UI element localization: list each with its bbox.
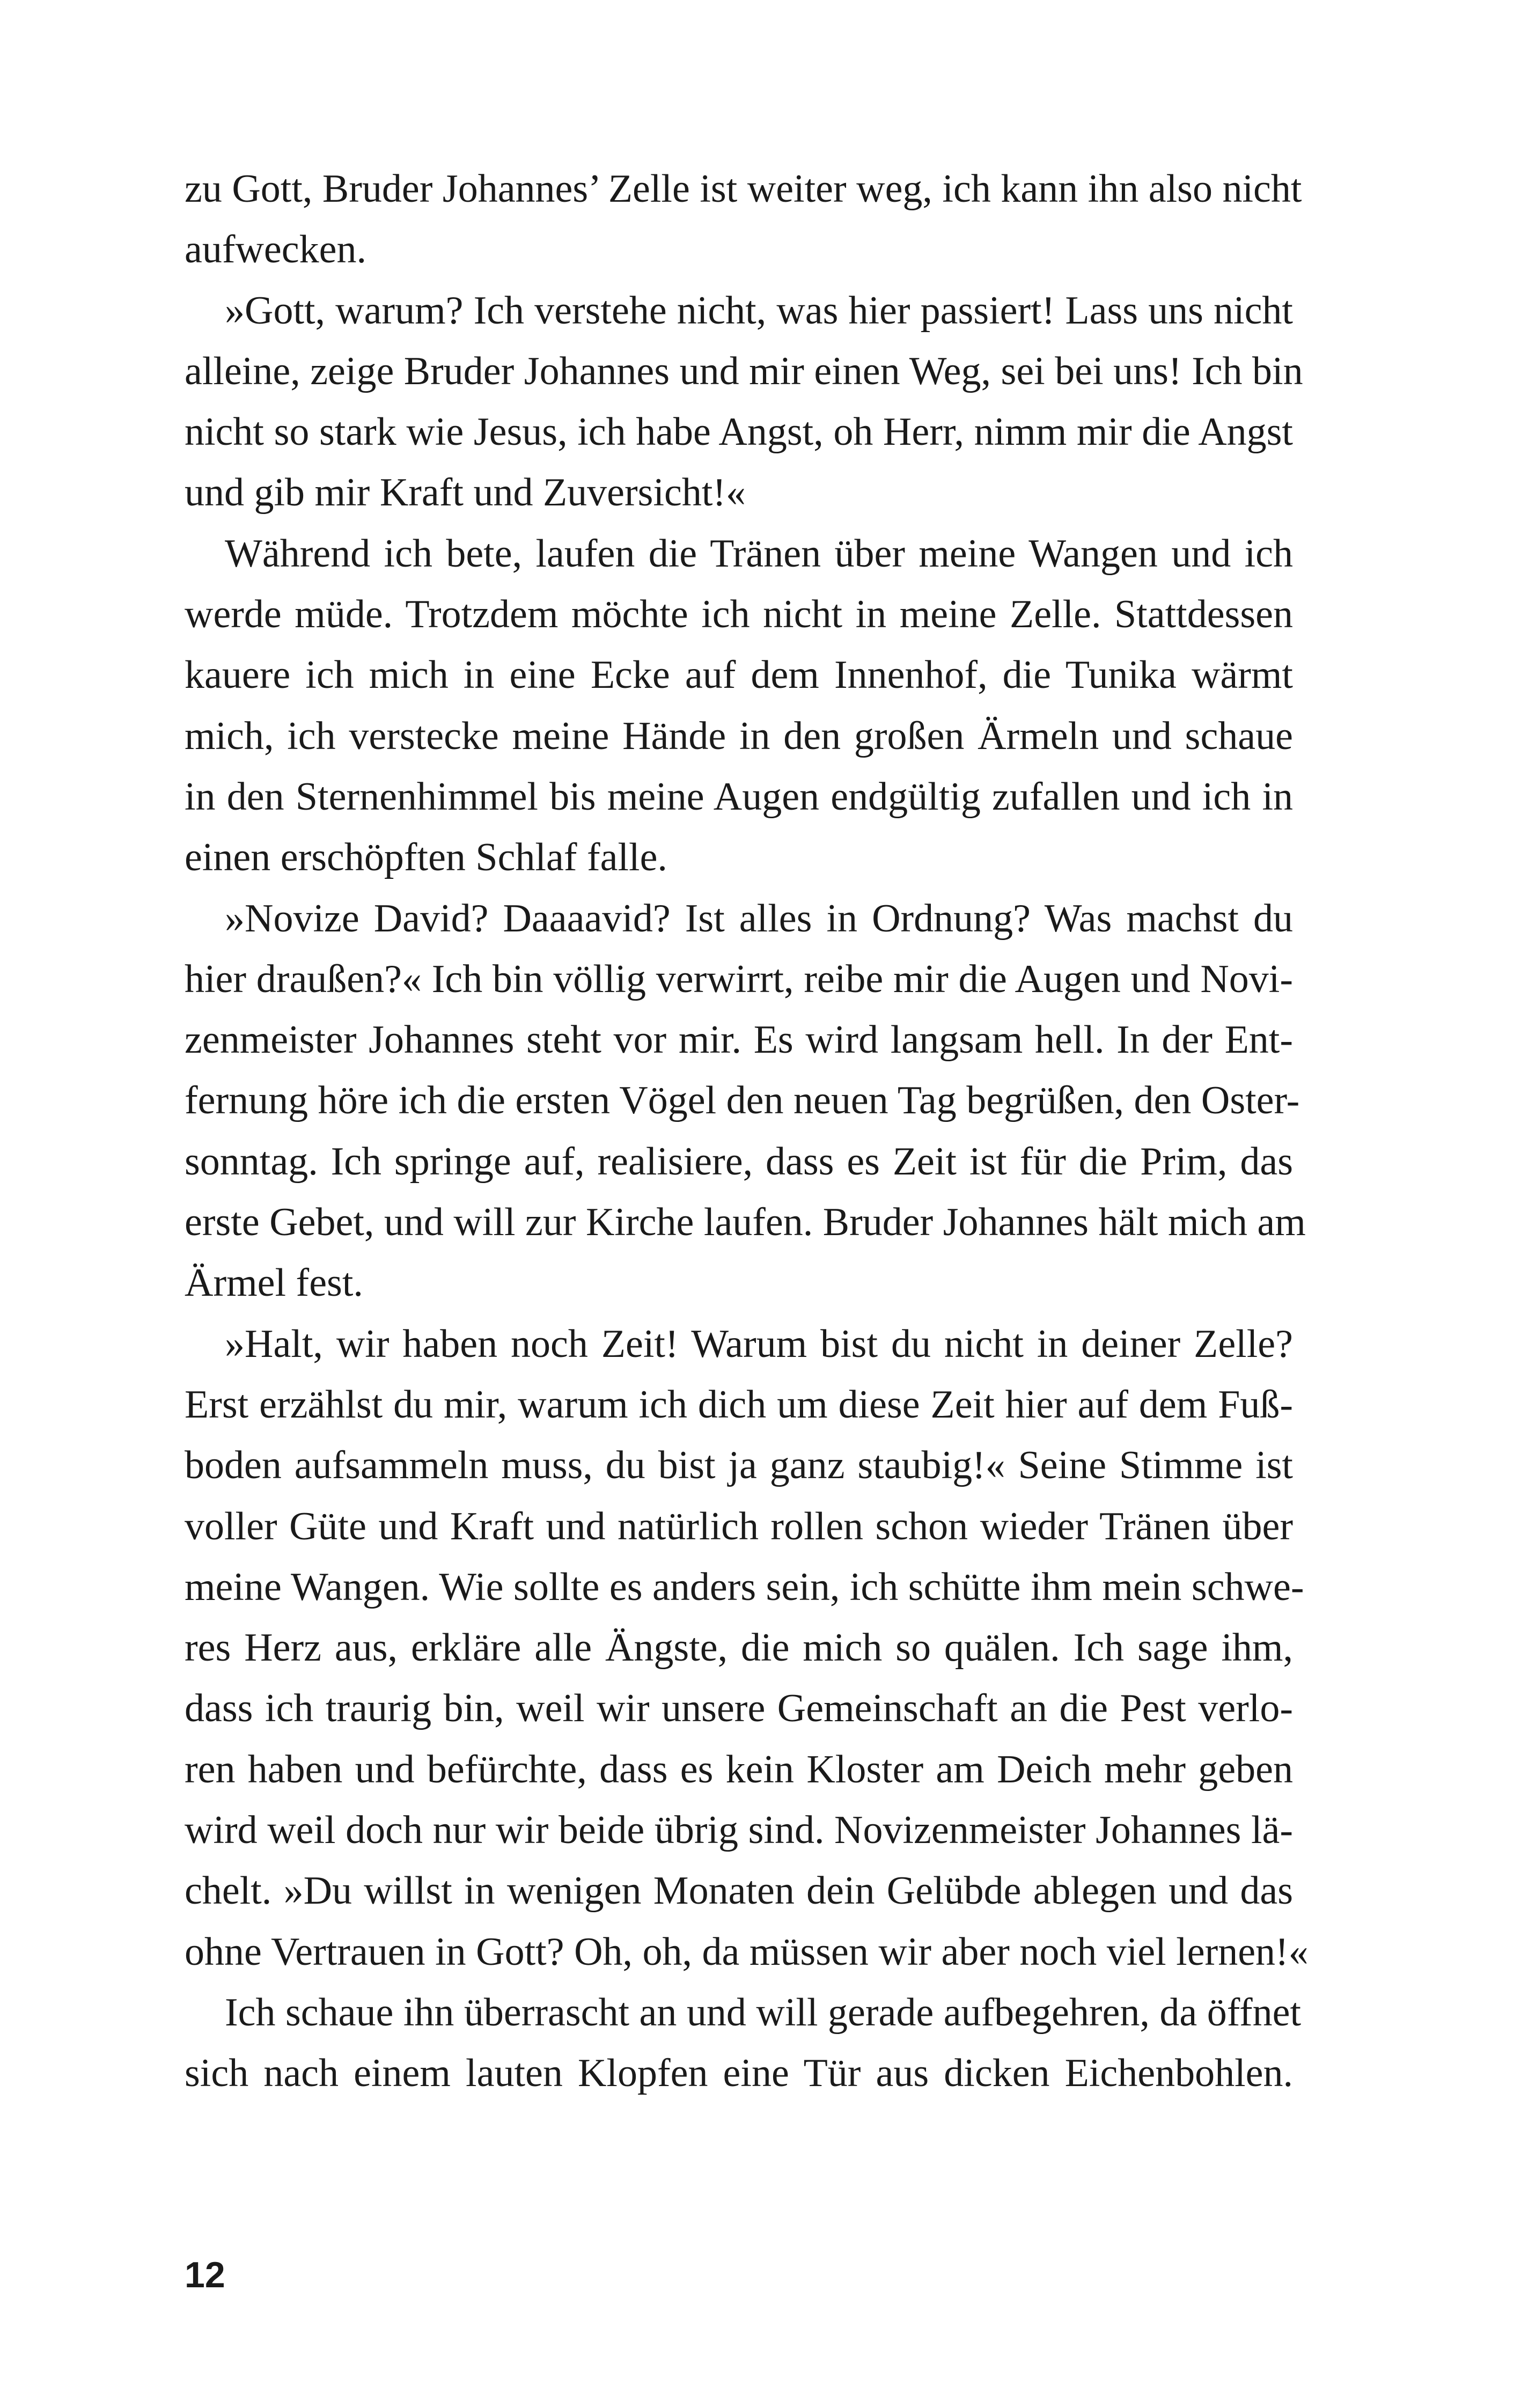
page-number: 12: [185, 2255, 225, 2295]
text-line: meine Wangen. Wie sollte es anders sein, ich schütte ihm mein schwe-: [185, 1565, 1304, 1609]
text-line: boden aufsammeln muss, du bist ja ganz staubig!« Seine Stimme ist: [185, 1443, 1293, 1488]
text-line: erste Gebet, und will zur Kirche laufen. Bruder Johannes hält mich am: [185, 1200, 1306, 1245]
text-line: einen erschöpften Schlaf falle.: [185, 835, 667, 880]
text-line: voller Güte und Kraft und natürlich rollen schon wieder Tränen über: [185, 1504, 1293, 1548]
text-line: zu Gott, Bruder Johannes’ Zelle ist weiter weg, ich kann ihn also nicht: [185, 167, 1302, 211]
text-line: in den Sternenhimmel bis meine Augen endgültig zufallen und ich in: [185, 774, 1293, 819]
text-line: fernung höre ich die ersten Vögel den neuen Tag begrüßen, den Oster-: [185, 1078, 1300, 1123]
text-line: dass ich traurig bin, weil wir unsere Gemeinschaft an die Pest verlo-: [185, 1686, 1293, 1731]
text-line: sich nach einem lauten Klopfen eine Tür aus dicken Eichenbohlen.: [185, 2051, 1293, 2096]
text-line: chelt. »Du willst in wenigen Monaten dein Gelübde ablegen und das: [185, 1869, 1293, 1913]
text-line: zenmeister Johannes steht vor mir. Es wird langsam hell. In der Ent-: [185, 1018, 1293, 1062]
text-line: Ich schaue ihn überrascht an und will gerade aufbegehren, da öffnet: [225, 1990, 1302, 2035]
text-line: Während ich bete, laufen die Tränen über meine Wangen und ich: [225, 531, 1293, 576]
text-line: »Gott, warum? Ich verstehe nicht, was hier passiert! Lass uns nicht: [225, 288, 1293, 333]
text-line: mich, ich verstecke meine Hände in den großen Ärmeln und schaue: [185, 714, 1293, 758]
text-line: werde müde. Trotzdem möchte ich nicht in meine Zelle. Stattdessen: [185, 592, 1293, 637]
text-line: Ärmel fest.: [185, 1261, 363, 1305]
text-line: aufwecken.: [185, 227, 366, 272]
text-line: res Herz aus, erkläre alle Ängste, die mich so quälen. Ich sage ihm,: [185, 1626, 1293, 1670]
text-line: »Novize David? Daaaavid? Ist alles in Ordnung? Was machst du: [225, 896, 1293, 941]
text-line: Erst erzählst du mir, warum ich dich um diese Zeit hier auf dem Fuß-: [185, 1382, 1293, 1427]
text-line: sonntag. Ich springe auf, realisiere, dass es Zeit ist für die Prim, das: [185, 1139, 1293, 1184]
text-line: kauere ich mich in eine Ecke auf dem Innenhof, die Tunika wärmt: [185, 653, 1293, 698]
text-line: ren haben und befürchte, dass es kein Kloster am Deich mehr geben: [185, 1747, 1293, 1792]
text-line: »Halt, wir haben noch Zeit! Warum bist du nicht in deiner Zelle?: [225, 1322, 1293, 1366]
body-text: [185, 159, 1309, 2104]
text-line: ohne Vertrauen in Gott? Oh, oh, da müssen wir aber noch viel lernen!«: [185, 1929, 1309, 1974]
text-line: wird weil doch nur wir beide übrig sind. Novizenmeister Johannes lä-: [185, 1808, 1293, 1853]
text-line: nicht so stark wie Jesus, ich habe Angst, oh Herr, nimm mir die Angst: [185, 410, 1293, 454]
text-line: alleine, zeige Bruder Johannes und mir einen Weg, sei bei uns! Ich bin: [185, 349, 1303, 393]
text-line: und gib mir Kraft und Zuversicht!«: [185, 471, 746, 515]
text-line: hier draußen?« Ich bin völlig verwirrt, reibe mir die Augen und Novi-: [185, 957, 1293, 1001]
